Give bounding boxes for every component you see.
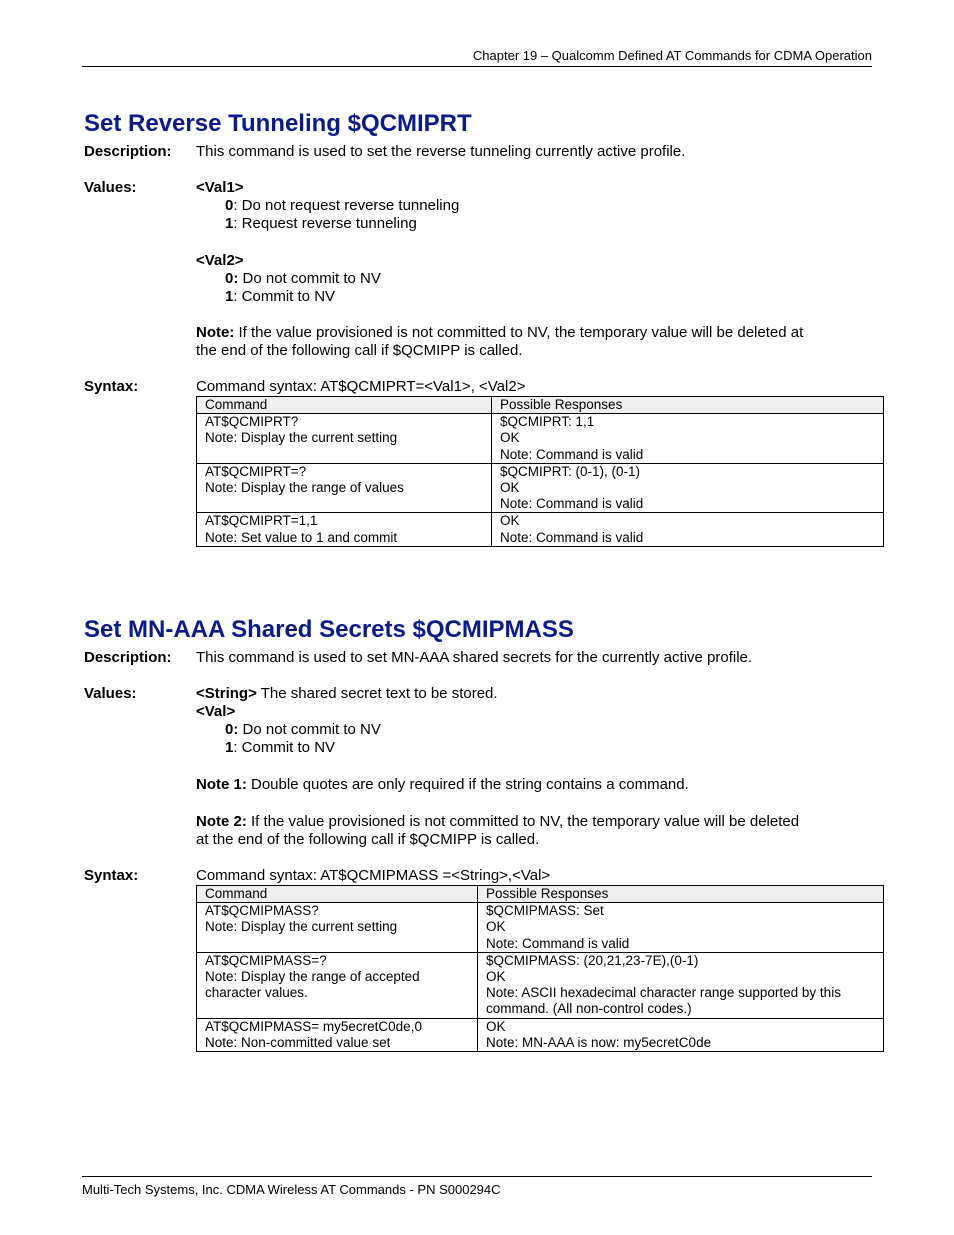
description-text: This command is used to set MN-AAA shared secrets for the currently active profile. <box>196 649 753 666</box>
val2-option-1: 1: Commit to NV <box>225 288 336 305</box>
description-label: Description: <box>84 143 172 160</box>
command-line: AT$QCMIPRT? <box>205 414 299 430</box>
page-footer: Multi-Tech Systems, Inc. CDMA Wireless AT Commands - PN S000294C <box>82 1176 872 1198</box>
command-note: Note: Display the current setting <box>205 430 398 446</box>
command-note: Note: Display the range of accepted <box>205 969 420 985</box>
command-cell <box>197 414 492 464</box>
response-line: $QCMIPMASS: (20,21,23-7E),(0-1) <box>486 952 699 968</box>
table-row <box>197 1018 884 1051</box>
note-2-continued: at the end of the following call if $QCMIPP is called. <box>196 831 540 848</box>
table-row <box>197 903 884 953</box>
command-note: Note: Display the current setting <box>205 919 398 935</box>
table-row <box>197 952 884 1018</box>
response-line: OK <box>486 969 506 985</box>
command-note: Note: Set value to 1 and commit <box>205 529 398 545</box>
response-line: OK <box>500 480 520 496</box>
syntax-text: Command syntax: AT$QCMIPRT=<Val1>, <Val2> <box>196 378 526 395</box>
section-title-qcmipmass: Set MN-AAA Shared Secrets $QCMIPMASS <box>84 616 574 643</box>
command-line: AT$QCMIPMASS=? <box>205 952 327 968</box>
response-note: command. (All non-control codes.) <box>486 1001 692 1017</box>
command-cell <box>197 1018 478 1051</box>
val2-name: <Val2> <box>196 252 244 269</box>
syntax-label: Syntax: <box>84 378 139 395</box>
string-value: <String> The shared secret text to be stored. <box>196 685 498 702</box>
val-option-0: 0: Do not commit to NV <box>225 721 381 738</box>
response-note: Note: Command is valid <box>486 935 630 951</box>
response-line: OK <box>486 919 506 935</box>
note-2: Note 2: If the value provisioned is not committed to NV, the temporary value will be deleted <box>196 813 800 830</box>
response-note: Note: MN-AAA is now: my5ecretC0de <box>486 1034 712 1050</box>
column-header-responses: Possible Responses <box>478 886 884 903</box>
response-note: Note: Command is valid <box>500 529 644 545</box>
column-header-command: Command <box>197 886 478 903</box>
command-table-qcmiprt <box>196 396 884 547</box>
response-note: Note: Command is valid <box>500 446 644 462</box>
command-line: AT$QCMIPRT=1,1 <box>205 513 318 529</box>
table-row <box>197 414 884 464</box>
command-note: character values. <box>205 985 308 1001</box>
command-cell <box>197 463 492 513</box>
response-line: OK <box>486 1018 506 1034</box>
description-text: This command is used to set the reverse tunneling currently active profile. <box>196 143 686 160</box>
response-cell <box>492 414 884 464</box>
table-header-row <box>197 886 884 903</box>
section-title-qcmiprt: Set Reverse Tunneling $QCMIPRT <box>84 110 472 137</box>
column-header-responses: Possible Responses <box>492 397 884 414</box>
response-line: OK <box>500 513 520 529</box>
syntax-text: Command syntax: AT$QCMIPMASS =<String>,<Val> <box>196 867 551 884</box>
response-line: OK <box>500 430 520 446</box>
note: Note: If the value provisioned is not committed to NV, the temporary value will be deleted at <box>196 324 804 341</box>
table-row <box>197 513 884 546</box>
note-continued: the end of the following call if $QCMIPP is called. <box>196 342 523 359</box>
val-name: <Val> <box>196 703 236 720</box>
page-header: Chapter 19 – Qualcomm Defined AT Commands for CDMA Operation <box>82 48 872 67</box>
command-note: Note: Display the range of values <box>205 480 404 496</box>
table-header-row <box>197 397 884 414</box>
command-line: AT$QCMIPRT=? <box>205 463 307 479</box>
column-header-command: Command <box>197 397 492 414</box>
response-line: $QCMIPRT: 1,1 <box>500 414 595 430</box>
val1-name: <Val1> <box>196 179 244 196</box>
command-line: AT$QCMIPMASS= my5ecretC0de,0 <box>205 1018 422 1034</box>
response-note: Note: Command is valid <box>500 496 644 512</box>
response-cell <box>492 513 884 546</box>
command-cell <box>197 513 492 546</box>
command-line: AT$QCMIPMASS? <box>205 903 319 919</box>
response-cell <box>492 463 884 513</box>
val-option-1: 1: Commit to NV <box>225 739 336 756</box>
command-table-qcmipmass <box>196 885 884 1052</box>
command-cell <box>197 903 478 953</box>
values-label: Values: <box>84 685 137 702</box>
response-cell <box>478 952 884 1018</box>
command-cell <box>197 952 478 1018</box>
val1-option-1: 1: Request reverse tunneling <box>225 215 417 232</box>
val2-option-0: 0: Do not commit to NV <box>225 270 381 287</box>
response-note: Note: ASCII hexadecimal character range supported by this <box>486 985 841 1001</box>
command-note: Note: Non-committed value set <box>205 1034 391 1050</box>
response-cell <box>478 1018 884 1051</box>
val1-option-0: 0: Do not request reverse tunneling <box>225 197 460 214</box>
syntax-label: Syntax: <box>84 867 139 884</box>
response-line: $QCMIPMASS: Set <box>486 903 604 919</box>
description-label: Description: <box>84 649 172 666</box>
note-1: Note 1: Double quotes are only required if the string contains a command. <box>196 776 689 793</box>
response-cell <box>478 903 884 953</box>
values-label: Values: <box>84 179 137 196</box>
table-row <box>197 463 884 513</box>
response-line: $QCMIPRT: (0-1), (0-1) <box>500 463 641 479</box>
